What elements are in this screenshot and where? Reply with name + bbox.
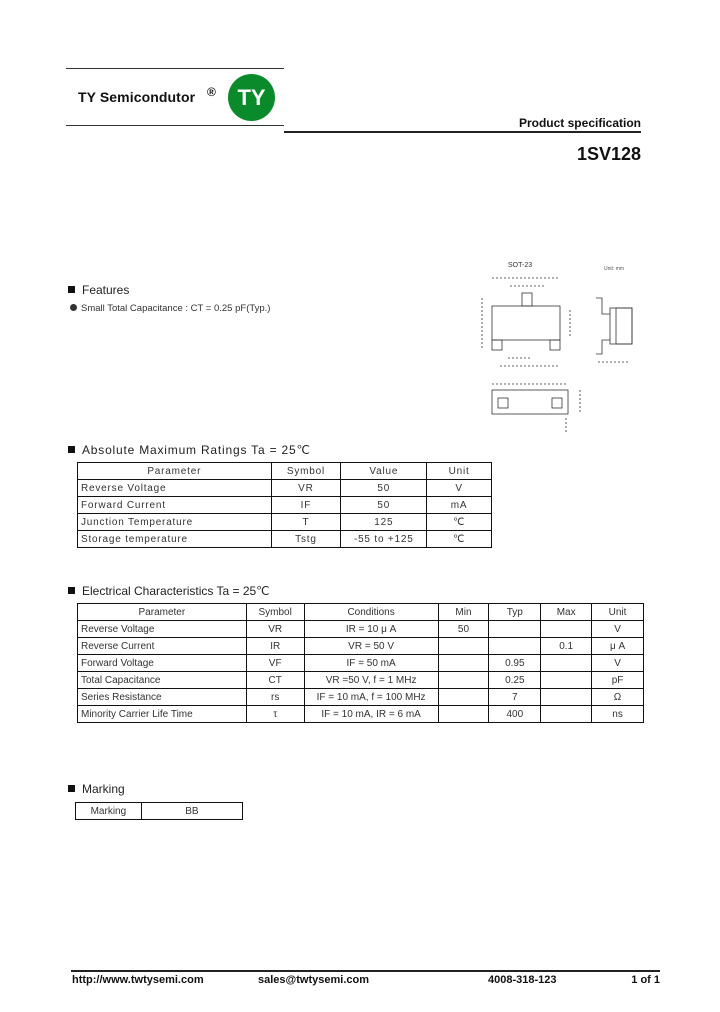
symbol-cell: VR [246, 621, 304, 638]
header-bottom-rule [66, 125, 284, 126]
table-row [76, 803, 243, 820]
feature-item [70, 303, 270, 314]
company-name: TY Semicondutor [78, 89, 196, 105]
column-header: Conditions [304, 604, 438, 621]
phone-number: 4008-318-123 [488, 974, 557, 986]
feature-text: Small Total Capacitance : CT = 0.25 pF(Typ.) [81, 303, 271, 314]
conditions-cell: IR = 10 μ A [304, 621, 438, 638]
symbol-cell: τ [246, 706, 304, 723]
symbol-cell: T [271, 514, 341, 531]
value-cell: 50 [341, 480, 427, 497]
column-header: Symbol [246, 604, 304, 621]
table-row [78, 497, 492, 514]
conditions-cell: VR = 50 V [304, 638, 438, 655]
unit-cell: ns [592, 706, 644, 723]
marking-table [75, 802, 243, 820]
table-row [78, 689, 644, 706]
unit-cell: V [592, 655, 644, 672]
max-cell [541, 689, 592, 706]
parameter-cell: Total Capacitance [78, 672, 247, 689]
email-link[interactable]: sales@twtysemi.com [258, 974, 369, 986]
table-row [78, 514, 492, 531]
column-header: Unit [427, 463, 492, 480]
package-outline-drawing [470, 258, 650, 440]
electrical-title: Electrical Characteristics Ta = 25℃ [82, 584, 270, 598]
table-row [78, 621, 644, 638]
parameter-cell: Junction Temperature [78, 514, 272, 531]
conditions-cell: IF = 10 mA, IR = 6 mA [304, 706, 438, 723]
column-header: Min [438, 604, 489, 621]
typ-cell [489, 621, 541, 638]
parameter-cell: Minority Carrier Life Time [78, 706, 247, 723]
conditions-cell: IF = 10 mA, f = 100 MHz [304, 689, 438, 706]
square-bullet-icon [68, 446, 75, 453]
features-heading [68, 283, 129, 297]
registered-mark: ® [207, 85, 216, 99]
bottom-view [492, 384, 580, 434]
parameter-cell: Reverse Current [78, 638, 247, 655]
table-row [78, 531, 492, 548]
header-top-rule [66, 68, 284, 69]
conditions-cell: VR =50 V, f = 1 MHz [304, 672, 438, 689]
column-header: Unit [592, 604, 644, 621]
min-cell [438, 689, 489, 706]
max-cell [541, 672, 592, 689]
company-logo: TY [228, 74, 275, 121]
package-name: SOT-23 [508, 262, 533, 269]
table-header-row [78, 604, 644, 621]
product-specification-label: Product specification [518, 116, 641, 130]
unit-label: Unit: mm [604, 266, 624, 272]
typ-cell: 0.25 [489, 672, 541, 689]
typ-cell: 400 [489, 706, 541, 723]
marking-value-cell: BB [141, 803, 242, 820]
max-cell [541, 655, 592, 672]
value-cell: -55 to +125 [341, 531, 427, 548]
table-row [78, 706, 644, 723]
footer-rule [71, 970, 660, 972]
website-link[interactable]: http://www.twtysemi.com [72, 974, 204, 986]
unit-cell: μ A [592, 638, 644, 655]
parameter-cell: Reverse Voltage [78, 480, 272, 497]
top-view [482, 278, 570, 366]
table-header-row [78, 463, 492, 480]
column-header: Symbol [271, 463, 341, 480]
parameter-cell: Reverse Voltage [78, 621, 247, 638]
round-bullet-icon [70, 304, 77, 311]
parameter-cell: Forward Voltage [78, 655, 247, 672]
max-cell: 0.1 [541, 638, 592, 655]
column-header: Parameter [78, 604, 247, 621]
parameter-cell: Forward Current [78, 497, 272, 514]
symbol-cell: CT [246, 672, 304, 689]
typ-cell [489, 638, 541, 655]
column-header: Parameter [78, 463, 272, 480]
min-cell [438, 638, 489, 655]
electrical-table [77, 603, 644, 723]
column-header: Value [341, 463, 427, 480]
unit-cell: Ω [592, 689, 644, 706]
square-bullet-icon [68, 587, 75, 594]
symbol-cell: IF [271, 497, 341, 514]
min-cell [438, 706, 489, 723]
abs-max-table [77, 462, 492, 548]
min-cell [438, 672, 489, 689]
spec-rule [284, 131, 641, 133]
symbol-cell: VF [246, 655, 304, 672]
table-row [78, 672, 644, 689]
part-number: 1SV128 [576, 144, 641, 164]
square-bullet-icon [68, 286, 75, 293]
symbol-cell: rs [246, 689, 304, 706]
features-title: Features [82, 283, 130, 297]
max-cell [541, 706, 592, 723]
min-cell [438, 655, 489, 672]
value-cell: 50 [341, 497, 427, 514]
typ-cell: 7 [489, 689, 541, 706]
unit-cell: pF [592, 672, 644, 689]
symbol-cell: VR [271, 480, 341, 497]
unit-cell: V [427, 480, 492, 497]
unit-cell: ℃ [427, 531, 492, 548]
page-indicator: 1 of 1 [631, 974, 660, 986]
value-cell: 125 [341, 514, 427, 531]
abs-max-title: Absolute Maximum Ratings Ta = 25℃ [82, 443, 311, 457]
min-cell: 50 [438, 621, 489, 638]
abs-max-heading [68, 443, 311, 457]
symbol-cell: Tstg [271, 531, 341, 548]
parameter-cell: Storage temperature [78, 531, 272, 548]
electrical-heading [68, 584, 270, 598]
table-row [78, 480, 492, 497]
square-bullet-icon [68, 785, 75, 792]
side-view [596, 298, 632, 362]
marking-title: Marking [82, 782, 125, 796]
unit-cell: mA [427, 497, 492, 514]
parameter-cell: Series Resistance [78, 689, 247, 706]
marking-heading [68, 782, 125, 796]
unit-cell: ℃ [427, 514, 492, 531]
marking-label-cell: Marking [76, 803, 142, 820]
unit-cell: V [592, 621, 644, 638]
column-header: Max [541, 604, 592, 621]
table-row [78, 655, 644, 672]
symbol-cell: IR [246, 638, 304, 655]
max-cell [541, 621, 592, 638]
column-header: Typ [489, 604, 541, 621]
conditions-cell: IF = 50 mA [304, 655, 438, 672]
typ-cell: 0.95 [489, 655, 541, 672]
table-row [78, 638, 644, 655]
